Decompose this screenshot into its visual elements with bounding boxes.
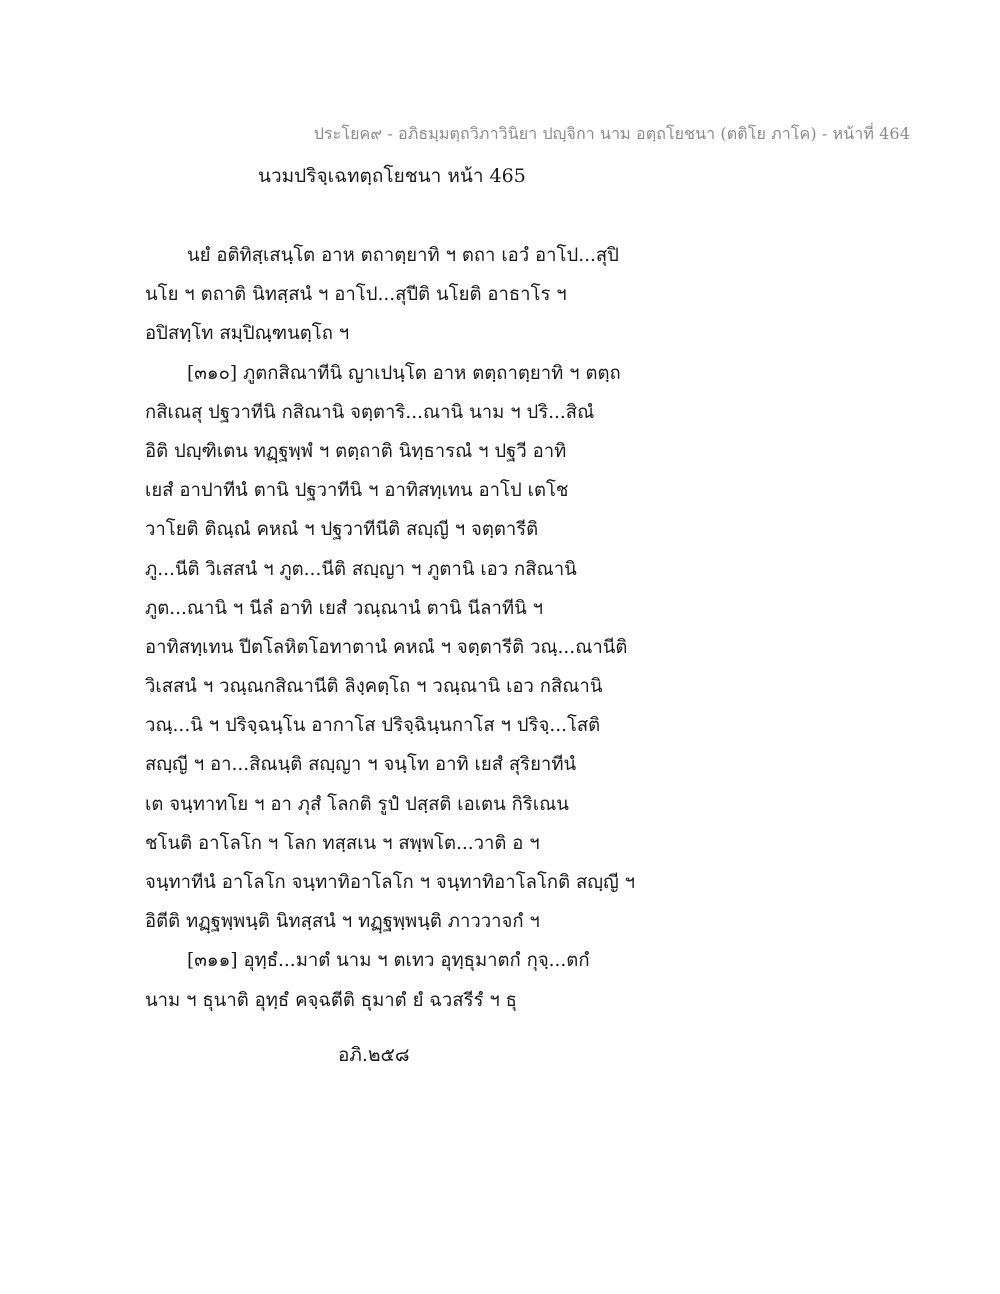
- text-line: อปิสทฺโท สมฺปิณฺฑนตฺโถ ฯ: [145, 323, 350, 345]
- text-line: [๓๑๑] อุทฺธํ...มาตํ นาม ฯ ตเทว อุทฺธุมาตกํ กุจฺ...ตกํ: [187, 950, 590, 972]
- running-title: ประโยค๙ - อภิธมฺมตฺถวิภาวินิยา ปญฺจิกา นาม อตฺถโยชนา (ตติโย ภาโค) - หน้าที่ 464: [313, 124, 910, 143]
- text-line: ภูต...ณานิ ฯ นีลํ อาทิ เยสํ วณฺณานํ ตานิ นีลาทีนิ ฯ: [145, 597, 544, 619]
- chapter-title: นวมปริจฺเฉทตฺถโยชนา หน้า 465: [258, 165, 526, 187]
- text-line: วณฺ...นิ ฯ ปริจฺฉนฺโน อากาโส ปริจฺฉินฺนกาโส ฯ ปริจฺ...โสติ: [145, 715, 601, 737]
- body-text: [145, 236, 705, 1020]
- text-line: กสิเณสุ ปฐวาทีนิ กสิณานิ จตฺตาริ...ณานิ นาม ฯ ปริ...สิณํ: [145, 401, 595, 423]
- text-line: เต จนฺทาทโย ฯ อา ภุสํ โลกติ รูปํ ปสฺสติ เอเตน กิริเณน: [145, 793, 569, 815]
- text-line: นโย ฯ ตถาติ นิทสฺสนํ ฯ อาโป...สุปีติ นโยติ อาธาโร ฯ: [145, 284, 567, 306]
- text-line: วิเสสนํ ฯ วณฺณกสิณานีติ ลิงฺคตฺโถ ฯ วณฺณานิ เอว กสิณานิ: [145, 676, 603, 698]
- text-line: วาโยติ ติณฺณํ คหณํ ฯ ปฐวาทีนีติ สญฺญี ฯ จตฺตารีติ: [145, 519, 539, 541]
- text-line: นยํ อติทิสฺเสนฺโต อาห ตถาตฺยาทิ ฯ ตถา เอวํ อาโป...สุปิ: [187, 245, 619, 266]
- text-line: อิตีติ ทฏฺฐพฺพนฺติ นิทสฺสนํ ฯ ทฏฺฐพฺพนฺติ ภาววาจกํ ฯ: [145, 911, 540, 933]
- text-line: ภู...นีติ วิเสสนํ ฯ ภูต...นีติ สญฺญา ฯ ภูตานิ เอว กสิณานิ: [145, 558, 577, 580]
- text-line: เยสํ อาปาทีนํ ตานิ ปฐวาทีนิ ฯ อาทิสทฺเทน อาโป เตโช: [145, 480, 569, 502]
- text-line: สญฺญี ฯ อา...สิณนฺติ สญฺญา ฯ จนฺโท อาทิ เยสํ สุริยาทีนํ: [145, 754, 577, 776]
- text-line: อาทิสทฺเทน ปีตโลหิตโอทาตานํ คหณํ ฯ จตฺตารีติ วณฺ...ณานีติ: [145, 636, 628, 658]
- text-line: นาม ฯ ธุนาติ อุทฺธํ คจฺฉตีติ ธุมาตํ ยํ ฉวสรีรํ ฯ ธุ: [145, 989, 517, 1011]
- text-line: [๓๑๐] ภูตกสิณาทีนิ ญาเปนฺโต อาห ตตฺถาตฺยาทิ ฯ ตตฺถ: [187, 362, 621, 384]
- page-number: อภิ.๒๕๘: [338, 1044, 410, 1066]
- text-line: ชโนติ อาโลโก ฯ โลก ทสฺสเน ฯ สพฺพโต...วาติ อ ฯ: [145, 832, 540, 854]
- text-line: จนฺทาทีนํ อาโลโก จนฺทาทิอาโลโก ฯ จนฺทาทิอาโลโกติ สญฺญี ฯ: [145, 872, 636, 893]
- text-line: อิติ ปญฺฑิเตน ทฏฺฐพฺพํ ฯ ตตฺถาติ นิทฺธารณํ ฯ ปฐวี อาทิ: [145, 440, 567, 462]
